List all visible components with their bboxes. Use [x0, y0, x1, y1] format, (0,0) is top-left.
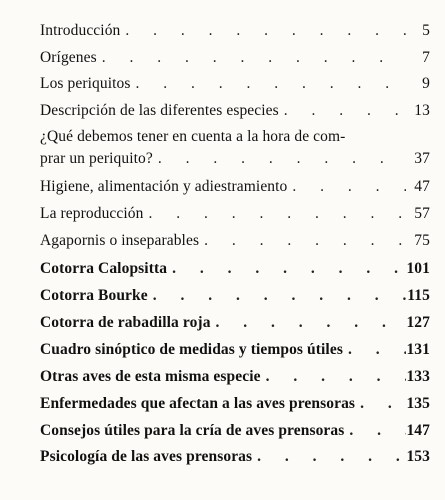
dot-leader	[144, 203, 407, 225]
toc-entry-page: 5	[422, 22, 430, 39]
toc-entry-page: 7	[422, 49, 430, 66]
toc-entry-page: 127	[406, 314, 430, 331]
toc-entry-page: 115	[407, 287, 430, 304]
dot-leader	[148, 285, 406, 307]
toc-entry-title: La reproducción	[40, 205, 144, 222]
toc-entry-title: Higiene, alimentación y adiestramiento	[40, 178, 288, 195]
dot-leader	[211, 312, 406, 334]
toc-entry-title: Cuadro sinóptico de medidas y tiempos útiles	[40, 341, 343, 358]
toc-entry-title: Introducción	[40, 22, 121, 39]
toc-entry-page: 133	[406, 368, 430, 385]
toc-entry-title: Cotorra Calopsitta	[40, 260, 168, 277]
toc-entry-page: 37	[414, 150, 430, 167]
toc-entry-page: 135	[406, 395, 430, 412]
toc-entry	[40, 446, 430, 468]
toc-entry	[40, 176, 430, 198]
toc-entry-page: 131	[406, 341, 430, 358]
dot-leader	[167, 258, 406, 280]
toc-entry-page: 101	[406, 260, 430, 277]
dot-leader	[199, 230, 406, 252]
toc-entry	[40, 100, 430, 122]
toc-entry	[40, 126, 430, 170]
toc-entry-title: Otras aves de esta misma especie	[40, 368, 261, 385]
toc-entry-title: Descripción de las diferentes especies	[40, 102, 279, 119]
toc-entry-title: Orígenes	[40, 49, 97, 66]
toc-entry	[40, 339, 430, 361]
toc-entry	[40, 20, 430, 42]
toc-entry-title-line1: ¿Qué debemos tener en cuenta a la hora de com-	[40, 128, 346, 145]
dot-leader	[343, 339, 406, 361]
dot-leader	[287, 176, 406, 198]
toc-entry-page: 57	[414, 205, 430, 222]
toc-entry-title: Agapornis o inseparables	[40, 232, 200, 249]
toc-entry	[40, 393, 430, 415]
toc-entry	[40, 73, 430, 95]
toc-entry-title: Enfermedades que afectan a las aves prensoras	[40, 395, 356, 412]
dot-leader	[131, 73, 406, 95]
toc-entry-page: 47	[414, 178, 430, 195]
dot-leader	[261, 366, 406, 388]
dot-leader	[355, 393, 406, 415]
toc-entry	[40, 47, 430, 69]
toc-entry-page: 9	[422, 75, 430, 92]
dot-leader	[252, 446, 406, 468]
toc-entry-page: 75	[414, 232, 430, 249]
dot-leader	[344, 420, 406, 442]
dot-leader	[279, 100, 406, 122]
toc-entry-title: Los periquitos	[40, 75, 131, 92]
toc-entry-title: Psicología de las aves prensoras	[40, 448, 253, 465]
toc-entry	[40, 230, 430, 252]
toc-entry-page: 147	[406, 422, 430, 439]
dot-leader	[97, 47, 406, 69]
toc-entry-title: Cotorra de rabadilla roja	[40, 314, 211, 331]
toc-entry-title: Consejos útiles para la cría de aves prensoras	[40, 422, 345, 439]
toc-entry-title: Cotorra Bourke	[40, 287, 148, 304]
toc-entry-page: 153	[406, 448, 430, 465]
dot-leader	[120, 20, 406, 42]
toc-entry	[40, 258, 430, 280]
dot-leader	[153, 148, 406, 170]
toc-entry	[40, 285, 430, 307]
toc-entry-page: 13	[414, 102, 430, 119]
toc-entry	[40, 366, 430, 388]
toc-entry	[40, 203, 430, 225]
toc-entry	[40, 312, 430, 334]
toc-entry	[40, 420, 430, 442]
toc-entry-title-line2: prar un periquito?	[40, 150, 153, 167]
